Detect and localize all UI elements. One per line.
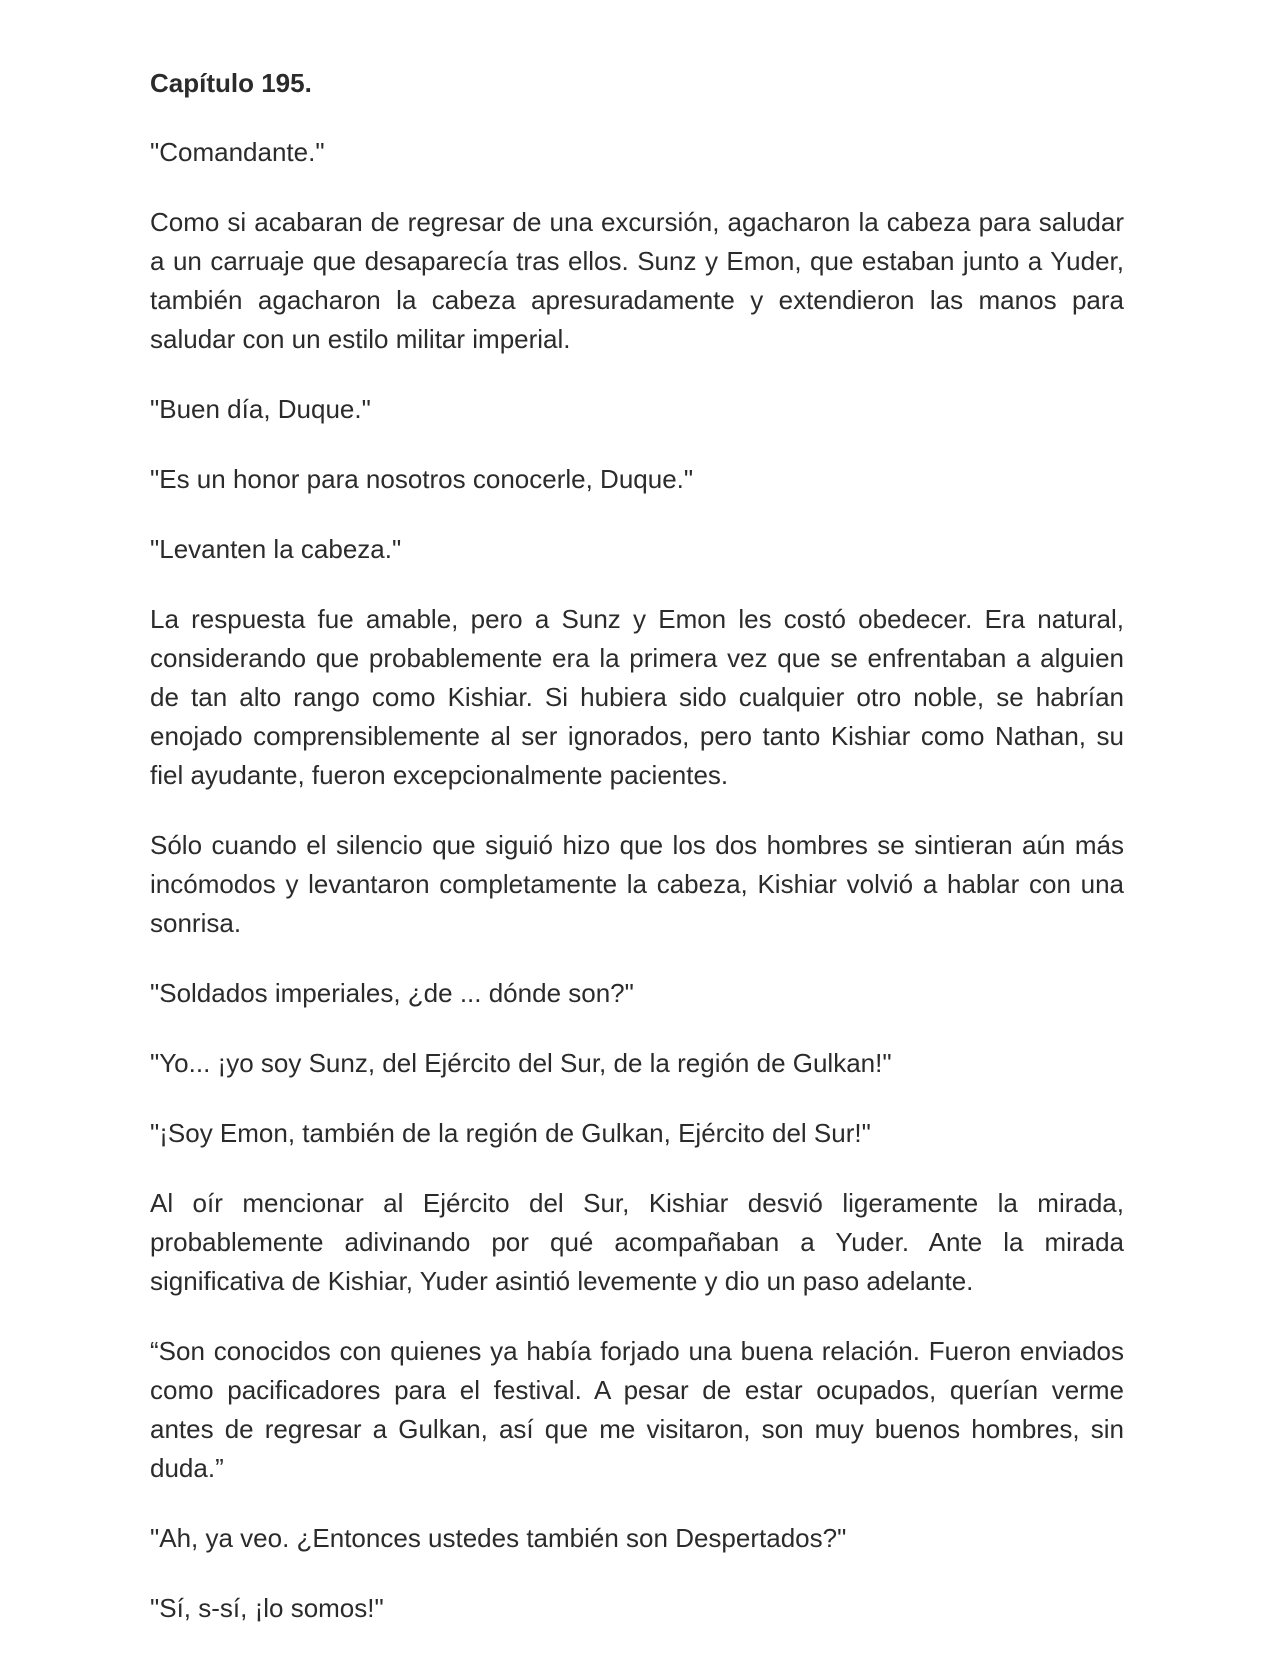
document-page: [150, 64, 1124, 1659]
paragraph: Al oír mencionar al Ejército del Sur, Kishiar desvió ligeramente la mirada, probablemente adivinando por qué acompañaban a Yuder. Ante la mirada significativa de Kishiar, Yuder asintió levemente y dio un paso adelante.: [150, 1188, 1124, 1296]
paragraph: “Son conocidos con quienes ya había forjado una buena relación. Fueron enviados como pacificadores para el festival. A pesar de estar ocupados, querían verme antes de regresar a Gulkan, así que me visitaron, son muy buenos hombres, sin duda.”: [150, 1336, 1124, 1483]
paragraph: La respuesta fue amable, pero a Sunz y Emon les costó obedecer. Era natural, considerando que probablemente era la primera vez que se enfrentaban a alguien de tan alto rango como Kishiar. Si hubiera sido cualquier otro noble, se habrían enojado comprensiblemente al ser ignorados, pero tanto Kishiar como Nathan, su fiel ayudante, fueron excepcionalmente pacientes.: [150, 604, 1124, 790]
paragraph: Sólo cuando el silencio que siguió hizo que los dos hombres se sintieran aún más incómodos y levantaron completamente la cabeza, Kishiar volvió a hablar con una sonrisa.: [150, 830, 1124, 938]
paragraph: "Levanten la cabeza.": [150, 534, 402, 564]
paragraph: "Buen día, Duque.": [150, 394, 371, 424]
paragraph: Como si acabaran de regresar de una excursión, agacharon la cabeza para saludar a un carruaje que desaparecía tras ellos. Sunz y Emon, que estaban junto a Yuder, también agacharon la cabeza apresuradamente y extendieron las manos para saludar con un estilo militar imperial.: [150, 207, 1124, 354]
paragraph: "Es un honor para nosotros conocerle, Duque.": [150, 464, 694, 494]
paragraph: "Ah, ya veo. ¿Entonces ustedes también son Despertados?": [150, 1523, 847, 1553]
paragraph: "Sí, s-sí, ¡lo somos!": [150, 1593, 384, 1623]
paragraph: "Comandante.": [150, 137, 325, 167]
paragraph: "Yo... ¡yo soy Sunz, del Ejército del Sur, de la región de Gulkan!": [150, 1048, 892, 1078]
chapter-title: Capítulo 195.: [150, 68, 312, 98]
paragraph: "Soldados imperiales, ¿de ... dónde son?": [150, 978, 634, 1008]
paragraph: "¡Soy Emon, también de la región de Gulkan, Ejército del Sur!": [150, 1118, 871, 1148]
